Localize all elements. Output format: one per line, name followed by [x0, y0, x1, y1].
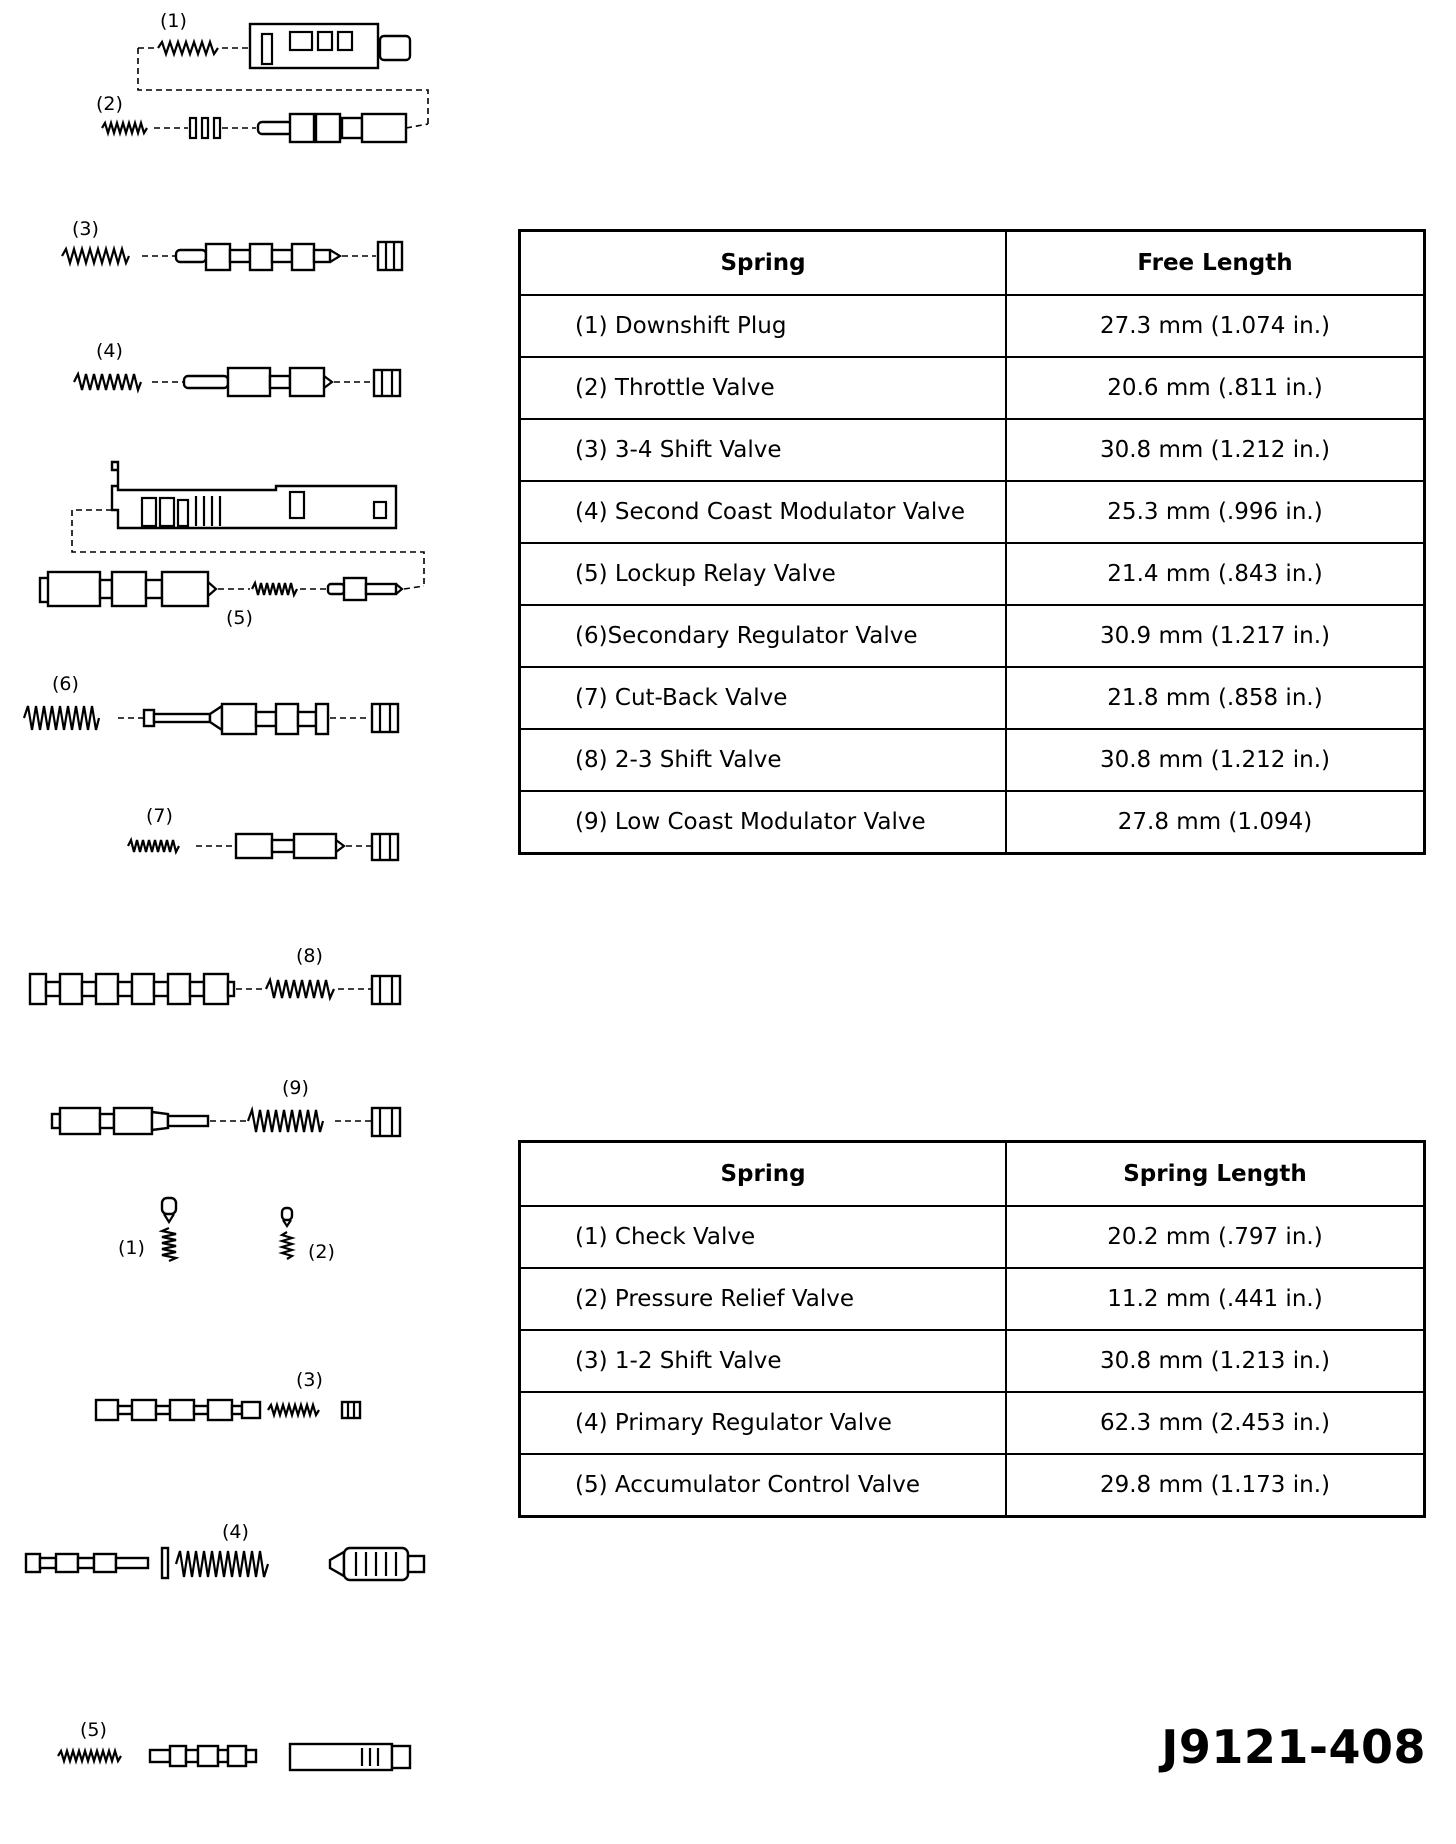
figure-id: J9121-408 [1161, 1720, 1426, 1774]
spring-icon [176, 1551, 268, 1577]
free-length-value: 27.3 mm (1.074 in.) [1006, 295, 1425, 357]
spring-length-value: 11.2 mm (.441 in.) [1006, 1268, 1425, 1330]
spring-icon [62, 249, 129, 263]
plug-icon [378, 242, 402, 270]
table-row [520, 295, 1425, 357]
label-lower-1: (1) [118, 1237, 145, 1259]
label-upper-4: (4) [96, 340, 123, 362]
spring-icon [282, 1232, 292, 1259]
spring-length-value: 20.2 mm (.797 in.) [1006, 1206, 1425, 1268]
spring-icon [158, 42, 218, 54]
label-lower-2: (2) [308, 1241, 335, 1263]
table-row [520, 667, 1425, 729]
spring-name: (2) Pressure Relief Valve [520, 1268, 1007, 1330]
spring-icon [102, 123, 147, 133]
free-length-table [518, 229, 1426, 855]
spring-length-table [518, 1140, 1426, 1518]
spring-length-value: 30.8 mm (1.213 in.) [1006, 1330, 1425, 1392]
label-upper-2: (2) [96, 93, 123, 115]
col-header-spring: Spring [520, 1142, 1007, 1207]
table-row [520, 419, 1425, 481]
spring-icon [128, 840, 179, 852]
spring-name: (2) Throttle Valve [520, 357, 1007, 419]
valve-body-icon [250, 24, 378, 68]
free-length-value: 27.8 mm (1.094) [1006, 791, 1425, 854]
free-length-value: 20.6 mm (.811 in.) [1006, 357, 1425, 419]
table-header-row [520, 231, 1425, 296]
label-upper-8: (8) [296, 945, 323, 967]
table-row [520, 1454, 1425, 1517]
spring-name: (9) Low Coast Modulator Valve [520, 791, 1007, 854]
spring-icon [74, 374, 141, 390]
label-lower-3: (3) [296, 1369, 323, 1391]
spring-name: (3) 1-2 Shift Valve [520, 1330, 1007, 1392]
free-length-value: 21.8 mm (.858 in.) [1006, 667, 1425, 729]
label-upper-1: (1) [160, 10, 187, 32]
table-row [520, 605, 1425, 667]
spring-icon [268, 1405, 319, 1415]
table-row [520, 1268, 1425, 1330]
table-row [520, 729, 1425, 791]
spring-name: (6)Secondary Regulator Valve [520, 605, 1007, 667]
label-upper-6: (6) [52, 673, 79, 695]
spring-length-value: 62.3 mm (2.453 in.) [1006, 1392, 1425, 1454]
table-header-row [520, 1142, 1425, 1207]
spring-name: (8) 2-3 Shift Valve [520, 729, 1007, 791]
table-row [520, 357, 1425, 419]
label-lower-4: (4) [222, 1521, 249, 1543]
table-row [520, 1330, 1425, 1392]
spring-name: (5) Accumulator Control Valve [520, 1454, 1007, 1517]
col-header-free-length: Free Length [1006, 231, 1425, 296]
spring-length-value: 29.8 mm (1.173 in.) [1006, 1454, 1425, 1517]
spring-icon [24, 706, 99, 730]
free-length-value: 30.8 mm (1.212 in.) [1006, 729, 1425, 791]
spring-icon [266, 980, 334, 998]
table-row [520, 791, 1425, 854]
spring-name: (5) Lockup Relay Valve [520, 543, 1007, 605]
label-upper-5: (5) [226, 607, 253, 629]
spring-name: (1) Check Valve [520, 1206, 1007, 1268]
valve-spring-illustrations [0, 0, 480, 1844]
table-row [520, 481, 1425, 543]
col-header-spring: Spring [520, 231, 1007, 296]
col-header-spring-length: Spring Length [1006, 1142, 1425, 1207]
label-upper-7: (7) [146, 805, 173, 827]
table-row [520, 1206, 1425, 1268]
free-length-value: 21.4 mm (.843 in.) [1006, 543, 1425, 605]
table-row [520, 543, 1425, 605]
spring-name: (7) Cut-Back Valve [520, 667, 1007, 729]
spring-icon [58, 1751, 121, 1761]
free-length-value: 25.3 mm (.996 in.) [1006, 481, 1425, 543]
label-upper-9: (9) [282, 1077, 309, 1099]
free-length-value: 30.9 mm (1.217 in.) [1006, 605, 1425, 667]
spring-icon [162, 1228, 176, 1261]
spring-name: (3) 3-4 Shift Valve [520, 419, 1007, 481]
label-upper-3: (3) [72, 218, 99, 240]
spring-icon [252, 583, 297, 595]
spring-name: (4) Primary Regulator Valve [520, 1392, 1007, 1454]
spring-name: (1) Downshift Plug [520, 295, 1007, 357]
spring-icon [248, 1110, 323, 1132]
free-length-value: 30.8 mm (1.212 in.) [1006, 419, 1425, 481]
label-lower-5: (5) [80, 1719, 107, 1741]
valve-body-icon [112, 462, 396, 528]
table-row [520, 1392, 1425, 1454]
spring-name: (4) Second Coast Modulator Valve [520, 481, 1007, 543]
